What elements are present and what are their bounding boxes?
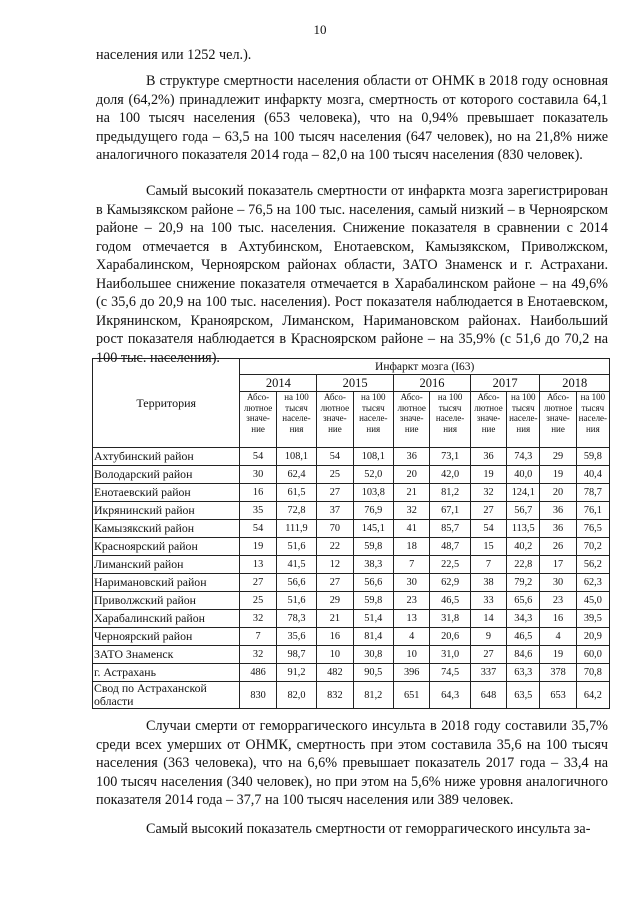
table-row bbox=[93, 556, 610, 574]
absolute-value-cell: 27 bbox=[317, 574, 353, 592]
stroke-mortality-table bbox=[92, 358, 610, 709]
absolute-value-cell: 17 bbox=[540, 556, 576, 574]
absolute-value-cell: 70 bbox=[317, 520, 353, 538]
absolute-value-cell: 32 bbox=[470, 484, 506, 502]
territory-header: Территория bbox=[93, 359, 240, 448]
table-row bbox=[93, 628, 610, 646]
year-header: 2017 bbox=[470, 375, 540, 392]
group-header: Инфаркт мозга (I63) bbox=[240, 359, 610, 375]
rate-cell: 62,3 bbox=[576, 574, 609, 592]
absolute-value-cell: 830 bbox=[240, 682, 276, 709]
territory-name: ЗАТО Знаменск bbox=[93, 646, 240, 664]
paragraph-2: В структуре смертности населения области от ОНМК в 2018 году основная доля (64,2%) принадлежит инфаркту мозга, смертность от которого составила 64,1 на 100 тысяч населения (653 человека), что на 0,94% превышает показатель предыдущего года – 63,5 на 100 тысяч населения (647 человек), но на 21,8% ниже аналогичного показателя 2014 года – 82,0 на 100 тысяч населения (830 человек). bbox=[96, 73, 608, 163]
rate-cell: 20,6 bbox=[430, 628, 470, 646]
absolute-value-cell: 27 bbox=[317, 484, 353, 502]
absolute-value-cell: 648 bbox=[470, 682, 506, 709]
paragraph-1: населения или 1252 чел.). bbox=[96, 47, 252, 63]
territory-name: Красноярский район bbox=[93, 538, 240, 556]
rate-cell: 82,0 bbox=[276, 682, 316, 709]
rate-cell: 62,4 bbox=[276, 466, 316, 484]
territory-name: Икрянинский район bbox=[93, 502, 240, 520]
rate-cell: 40,0 bbox=[507, 466, 540, 484]
rate-cell: 35,6 bbox=[276, 628, 316, 646]
rate-cell: 72,8 bbox=[276, 502, 316, 520]
rate-cell: 103,8 bbox=[353, 484, 393, 502]
rate-cell: 65,6 bbox=[507, 592, 540, 610]
absolute-value-cell: 23 bbox=[540, 592, 576, 610]
year-header: 2015 bbox=[317, 375, 394, 392]
absolute-value-cell: 7 bbox=[394, 556, 430, 574]
rate-cell: 38,3 bbox=[353, 556, 393, 574]
rate-cell: 74,5 bbox=[430, 664, 470, 682]
absolute-value-header: Абсо-лютное значе-ние bbox=[317, 392, 353, 448]
rate-cell: 124,1 bbox=[507, 484, 540, 502]
absolute-value-cell: 29 bbox=[317, 592, 353, 610]
absolute-value-cell: 27 bbox=[240, 574, 276, 592]
absolute-value-cell: 378 bbox=[540, 664, 576, 682]
absolute-value-cell: 25 bbox=[240, 592, 276, 610]
absolute-value-cell: 14 bbox=[470, 610, 506, 628]
rate-per-100k-header: на 100 тысяч населе-ния bbox=[353, 392, 393, 448]
absolute-value-cell: 22 bbox=[317, 538, 353, 556]
absolute-value-cell: 16 bbox=[540, 610, 576, 628]
rate-cell: 78,3 bbox=[276, 610, 316, 628]
absolute-value-cell: 7 bbox=[470, 556, 506, 574]
territory-name: Наримановский район bbox=[93, 574, 240, 592]
rate-cell: 76,5 bbox=[576, 520, 609, 538]
absolute-value-cell: 27 bbox=[470, 646, 506, 664]
rate-per-100k-header: на 100 тысяч населе-ния bbox=[507, 392, 540, 448]
absolute-value-cell: 19 bbox=[540, 646, 576, 664]
rate-cell: 70,2 bbox=[576, 538, 609, 556]
rate-cell: 61,5 bbox=[276, 484, 316, 502]
rate-cell: 78,7 bbox=[576, 484, 609, 502]
paragraph-4: Случаи смерти от геморрагического инсульта в 2018 году составили 35,7% среди всех умерших от ОНМК, смертность при этом составила 35,6 на 100 тысяч населения (363 человека), что на 6,6% превышает показатель 2017 года – 33,4 на 100 тысяч населения (340 человек), но при этом на 5,6% ниже уровня аналогичного показателя 2014 года – 37,7 на 100 тысяч населения или 389 человек. bbox=[96, 718, 608, 808]
absolute-value-cell: 13 bbox=[394, 610, 430, 628]
table-row bbox=[93, 664, 610, 682]
absolute-value-cell: 482 bbox=[317, 664, 353, 682]
territory-name: Енотаевский район bbox=[93, 484, 240, 502]
territory-name: Камызякский район bbox=[93, 520, 240, 538]
absolute-value-cell: 19 bbox=[470, 466, 506, 484]
absolute-value-header: Абсо-лютное значе-ние bbox=[240, 392, 276, 448]
absolute-value-cell: 19 bbox=[240, 538, 276, 556]
absolute-value-cell: 396 bbox=[394, 664, 430, 682]
territory-name: Лиманский район bbox=[93, 556, 240, 574]
rate-cell: 56,6 bbox=[276, 574, 316, 592]
rate-cell: 145,1 bbox=[353, 520, 393, 538]
absolute-value-cell: 337 bbox=[470, 664, 506, 682]
absolute-value-cell: 36 bbox=[394, 448, 430, 466]
rate-cell: 74,3 bbox=[507, 448, 540, 466]
absolute-value-cell: 18 bbox=[394, 538, 430, 556]
table-row bbox=[93, 646, 610, 664]
page-number: 10 bbox=[313, 22, 327, 37]
rate-cell: 30,8 bbox=[353, 646, 393, 664]
rate-cell: 40,2 bbox=[507, 538, 540, 556]
rate-cell: 31,0 bbox=[430, 646, 470, 664]
rate-cell: 51,4 bbox=[353, 610, 393, 628]
absolute-value-cell: 27 bbox=[470, 502, 506, 520]
rate-cell: 76,9 bbox=[353, 502, 393, 520]
table-row bbox=[93, 466, 610, 484]
absolute-value-cell: 653 bbox=[540, 682, 576, 709]
absolute-value-cell: 13 bbox=[240, 556, 276, 574]
absolute-value-cell: 36 bbox=[540, 520, 576, 538]
rate-cell: 56,6 bbox=[353, 574, 393, 592]
territory-name: Приволжский район bbox=[93, 592, 240, 610]
absolute-value-cell: 651 bbox=[394, 682, 430, 709]
absolute-value-cell: 30 bbox=[394, 574, 430, 592]
absolute-value-cell: 20 bbox=[394, 466, 430, 484]
rate-cell: 90,5 bbox=[353, 664, 393, 682]
rate-per-100k-header: на 100 тысяч населе-ния bbox=[576, 392, 609, 448]
absolute-value-header: Абсо-лютное значе-ние bbox=[394, 392, 430, 448]
absolute-value-cell: 832 bbox=[317, 682, 353, 709]
rate-cell: 81,2 bbox=[430, 484, 470, 502]
rate-cell: 60,0 bbox=[576, 646, 609, 664]
absolute-value-cell: 16 bbox=[317, 628, 353, 646]
absolute-value-cell: 54 bbox=[470, 520, 506, 538]
territory-name: Володарский район bbox=[93, 466, 240, 484]
absolute-value-cell: 20 bbox=[540, 484, 576, 502]
rate-cell: 41,5 bbox=[276, 556, 316, 574]
table-row bbox=[93, 592, 610, 610]
rate-cell: 22,8 bbox=[507, 556, 540, 574]
absolute-value-cell: 41 bbox=[394, 520, 430, 538]
rate-cell: 56,7 bbox=[507, 502, 540, 520]
rate-per-100k-header: на 100 тысяч населе-ния bbox=[276, 392, 316, 448]
absolute-value-cell: 16 bbox=[240, 484, 276, 502]
rate-cell: 79,2 bbox=[507, 574, 540, 592]
absolute-value-cell: 36 bbox=[540, 502, 576, 520]
rate-cell: 51,6 bbox=[276, 592, 316, 610]
rate-cell: 56,2 bbox=[576, 556, 609, 574]
rate-cell: 62,9 bbox=[430, 574, 470, 592]
rate-cell: 46,5 bbox=[507, 628, 540, 646]
year-header: 2018 bbox=[540, 375, 610, 392]
absolute-value-cell: 21 bbox=[317, 610, 353, 628]
absolute-value-cell: 54 bbox=[240, 520, 276, 538]
absolute-value-cell: 12 bbox=[317, 556, 353, 574]
rate-cell: 20,9 bbox=[576, 628, 609, 646]
absolute-value-cell: 19 bbox=[540, 466, 576, 484]
rate-cell: 85,7 bbox=[430, 520, 470, 538]
rate-cell: 113,5 bbox=[507, 520, 540, 538]
rate-cell: 67,1 bbox=[430, 502, 470, 520]
rate-cell: 48,7 bbox=[430, 538, 470, 556]
absolute-value-cell: 35 bbox=[240, 502, 276, 520]
absolute-value-cell: 32 bbox=[240, 610, 276, 628]
rate-cell: 81,2 bbox=[353, 682, 393, 709]
rate-cell: 81,4 bbox=[353, 628, 393, 646]
rate-cell: 70,8 bbox=[576, 664, 609, 682]
rate-cell: 63,5 bbox=[507, 682, 540, 709]
rate-cell: 45,0 bbox=[576, 592, 609, 610]
table-row bbox=[93, 502, 610, 520]
paragraph-3: Самый высокий показатель смертности от инфаркта мозга зарегистрирован в Камызякском районе – 76,5 на 100 тыс. населения, самый низкий – в Черноярском районе – 20,9 на 100 тыс. населения. Снижение показателя в сравнении с 2014 годом отмечается в Ахтубинском, Енотаевском, Камызякском, Приволжском, Харабалинском, Черноярском районах области, ЗАТО Знаменск и г. Астрахани. Наибольшее снижение показателя отмечается в Харабалинском районе – на 49,6% (с 35,6 до 20,9 на 100 тыс. населения). Рост показателя наблюдается в Енотаевском, Икрянинском, Краноярском, Лиманском, Наримановском районах. Наибольший рост показателя наблюдается в Красноярском районе – на 35,9% (с 51,6 до 70,2 на 100 тыс. населения). bbox=[96, 183, 608, 366]
rate-cell: 108,1 bbox=[353, 448, 393, 466]
absolute-value-cell: 38 bbox=[470, 574, 506, 592]
absolute-value-cell: 29 bbox=[540, 448, 576, 466]
absolute-value-header: Абсо-лютное значе-ние bbox=[470, 392, 506, 448]
absolute-value-cell: 33 bbox=[470, 592, 506, 610]
rate-cell: 91,2 bbox=[276, 664, 316, 682]
territory-name: Черноярский район bbox=[93, 628, 240, 646]
absolute-value-cell: 486 bbox=[240, 664, 276, 682]
territory-name: г. Астрахань bbox=[93, 664, 240, 682]
rate-cell: 40,4 bbox=[576, 466, 609, 484]
territory-name: Харабалинский район bbox=[93, 610, 240, 628]
absolute-value-cell: 23 bbox=[394, 592, 430, 610]
rate-cell: 108,1 bbox=[276, 448, 316, 466]
absolute-value-cell: 4 bbox=[540, 628, 576, 646]
absolute-value-cell: 21 bbox=[394, 484, 430, 502]
table-row bbox=[93, 520, 610, 538]
absolute-value-cell: 9 bbox=[470, 628, 506, 646]
table-row bbox=[93, 448, 610, 466]
rate-cell: 73,1 bbox=[430, 448, 470, 466]
rate-per-100k-header: на 100 тысяч населе-ния bbox=[430, 392, 470, 448]
rate-cell: 22,5 bbox=[430, 556, 470, 574]
territory-name: Свод по Астраханской области bbox=[93, 682, 240, 709]
rate-cell: 64,2 bbox=[576, 682, 609, 709]
absolute-value-cell: 30 bbox=[540, 574, 576, 592]
rate-cell: 76,1 bbox=[576, 502, 609, 520]
rate-cell: 59,8 bbox=[353, 538, 393, 556]
absolute-value-cell: 7 bbox=[240, 628, 276, 646]
rate-cell: 59,8 bbox=[353, 592, 393, 610]
absolute-value-cell: 37 bbox=[317, 502, 353, 520]
absolute-value-cell: 15 bbox=[470, 538, 506, 556]
table-row bbox=[93, 538, 610, 556]
rate-cell: 31,8 bbox=[430, 610, 470, 628]
absolute-value-cell: 4 bbox=[394, 628, 430, 646]
absolute-value-cell: 54 bbox=[317, 448, 353, 466]
absolute-value-cell: 10 bbox=[394, 646, 430, 664]
absolute-value-cell: 32 bbox=[240, 646, 276, 664]
rate-cell: 39,5 bbox=[576, 610, 609, 628]
rate-cell: 64,3 bbox=[430, 682, 470, 709]
absolute-value-cell: 54 bbox=[240, 448, 276, 466]
rate-cell: 34,3 bbox=[507, 610, 540, 628]
absolute-value-cell: 26 bbox=[540, 538, 576, 556]
rate-cell: 63,3 bbox=[507, 664, 540, 682]
absolute-value-cell: 30 bbox=[240, 466, 276, 484]
rate-cell: 52,0 bbox=[353, 466, 393, 484]
rate-cell: 42,0 bbox=[430, 466, 470, 484]
rate-cell: 98,7 bbox=[276, 646, 316, 664]
absolute-value-cell: 32 bbox=[394, 502, 430, 520]
absolute-value-cell: 36 bbox=[470, 448, 506, 466]
year-header: 2016 bbox=[394, 375, 471, 392]
year-header: 2014 bbox=[240, 375, 317, 392]
rate-cell: 111,9 bbox=[276, 520, 316, 538]
absolute-value-header: Абсо-лютное значе-ние bbox=[540, 392, 576, 448]
absolute-value-cell: 25 bbox=[317, 466, 353, 484]
table-row bbox=[93, 682, 610, 709]
table-row bbox=[93, 610, 610, 628]
rate-cell: 51,6 bbox=[276, 538, 316, 556]
rate-cell: 59,8 bbox=[576, 448, 609, 466]
absolute-value-cell: 10 bbox=[317, 646, 353, 664]
rate-cell: 46,5 bbox=[430, 592, 470, 610]
table-row bbox=[93, 484, 610, 502]
territory-name: Ахтубинский район bbox=[93, 448, 240, 466]
table-row bbox=[93, 574, 610, 592]
paragraph-5: Самый высокий показатель смертности от геморрагического инсульта за- bbox=[146, 821, 591, 837]
rate-cell: 84,6 bbox=[507, 646, 540, 664]
